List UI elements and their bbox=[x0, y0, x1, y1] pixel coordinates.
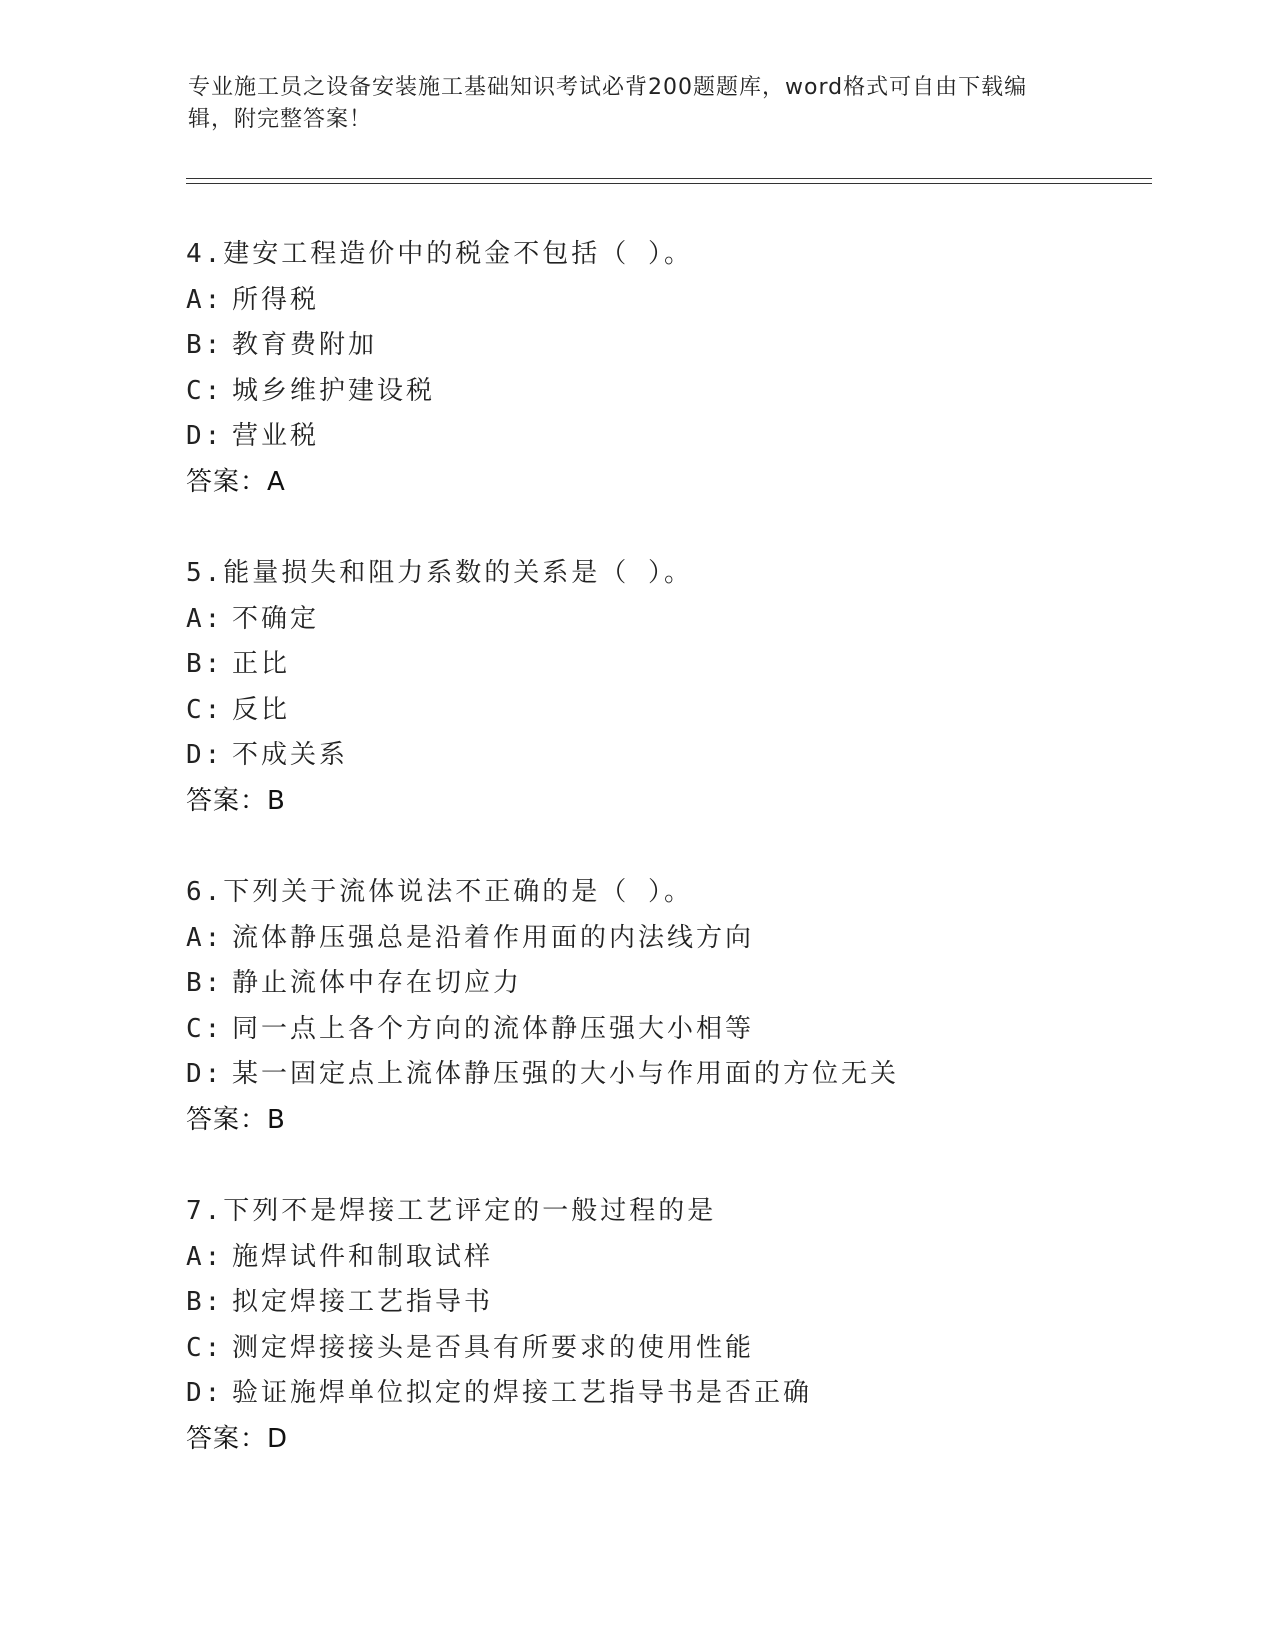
option-letter: B: bbox=[186, 330, 224, 360]
option-b bbox=[186, 1286, 1146, 1332]
option-letter: B: bbox=[186, 968, 224, 998]
option-text: 施焊试件和制取试样 bbox=[232, 1241, 494, 1272]
question-title: 4.建安工程造价中的税金不包括（ ）。 bbox=[186, 239, 693, 269]
option-text: 城乡维护建设税 bbox=[232, 375, 436, 406]
option-c bbox=[186, 694, 1146, 740]
option-text: 不确定 bbox=[232, 603, 320, 634]
option-b bbox=[186, 329, 1146, 375]
question-6 bbox=[186, 876, 1146, 1149]
answer-label: 答案：A bbox=[186, 466, 286, 497]
option-letter: B: bbox=[186, 1287, 224, 1317]
option-d bbox=[186, 420, 1146, 466]
option-letter: C: bbox=[186, 1013, 224, 1044]
document-header: 专业施工员之设备安装施工基础知识考试必背200题题库，word格式可自由下载编辑，附完整答案！ bbox=[188, 75, 1028, 132]
option-letter: A: bbox=[186, 284, 224, 315]
option-text: 反比 bbox=[232, 694, 291, 725]
answer-label: 答案：D bbox=[186, 1423, 289, 1454]
option-letter: D: bbox=[186, 1378, 224, 1408]
option-letter: C: bbox=[186, 1332, 224, 1363]
option-b bbox=[186, 967, 1146, 1013]
option-letter: D: bbox=[186, 1059, 224, 1089]
option-text: 某一固定点上流体静压强的大小与作用面的方位无关 bbox=[232, 1059, 900, 1089]
option-b bbox=[186, 648, 1146, 694]
option-text: 所得税 bbox=[232, 284, 320, 315]
question-5 bbox=[186, 557, 1146, 830]
option-text: 验证施焊单位拟定的焊接工艺指导书是否正确 bbox=[232, 1378, 813, 1408]
option-c bbox=[186, 1013, 1146, 1059]
option-text: 同一点上各个方向的流体静压强大小相等 bbox=[232, 1013, 755, 1044]
option-letter: B: bbox=[186, 649, 224, 679]
option-letter: D: bbox=[186, 740, 224, 770]
header-divider-top bbox=[186, 178, 1152, 179]
option-text: 静止流体中存在切应力 bbox=[232, 968, 523, 998]
question-title: 6.下列关于流体说法不正确的是（ ）。 bbox=[186, 877, 693, 907]
option-a bbox=[186, 922, 1146, 968]
option-letter: D: bbox=[186, 421, 224, 451]
option-text: 正比 bbox=[232, 649, 291, 679]
option-text: 流体静压强总是沿着作用面的内法线方向 bbox=[232, 922, 755, 953]
answer-label: 答案：B bbox=[186, 785, 286, 816]
option-text: 不成关系 bbox=[232, 740, 349, 770]
option-a bbox=[186, 1241, 1146, 1287]
option-c bbox=[186, 375, 1146, 421]
option-d bbox=[186, 1058, 1146, 1104]
option-a bbox=[186, 603, 1146, 649]
question-title: 7.下列不是焊接工艺评定的一般过程的是 bbox=[186, 1196, 717, 1226]
option-letter: A: bbox=[186, 1241, 224, 1272]
option-letter: A: bbox=[186, 603, 224, 634]
question-7 bbox=[186, 1195, 1146, 1468]
header-divider-bottom bbox=[186, 183, 1152, 184]
option-text: 测定焊接接头是否具有所要求的使用性能 bbox=[232, 1332, 755, 1363]
question-title: 5.能量损失和阻力系数的关系是（ ）。 bbox=[186, 558, 693, 588]
option-text: 教育费附加 bbox=[232, 330, 378, 360]
option-text: 营业税 bbox=[232, 421, 320, 451]
option-text: 拟定焊接工艺指导书 bbox=[232, 1287, 494, 1317]
option-d bbox=[186, 1377, 1146, 1423]
option-letter: C: bbox=[186, 375, 224, 406]
option-c bbox=[186, 1332, 1146, 1378]
option-letter: A: bbox=[186, 922, 224, 953]
option-letter: C: bbox=[186, 694, 224, 725]
option-a bbox=[186, 284, 1146, 330]
question-4 bbox=[186, 238, 1146, 511]
option-d bbox=[186, 739, 1146, 785]
answer-label: 答案：B bbox=[186, 1104, 286, 1135]
